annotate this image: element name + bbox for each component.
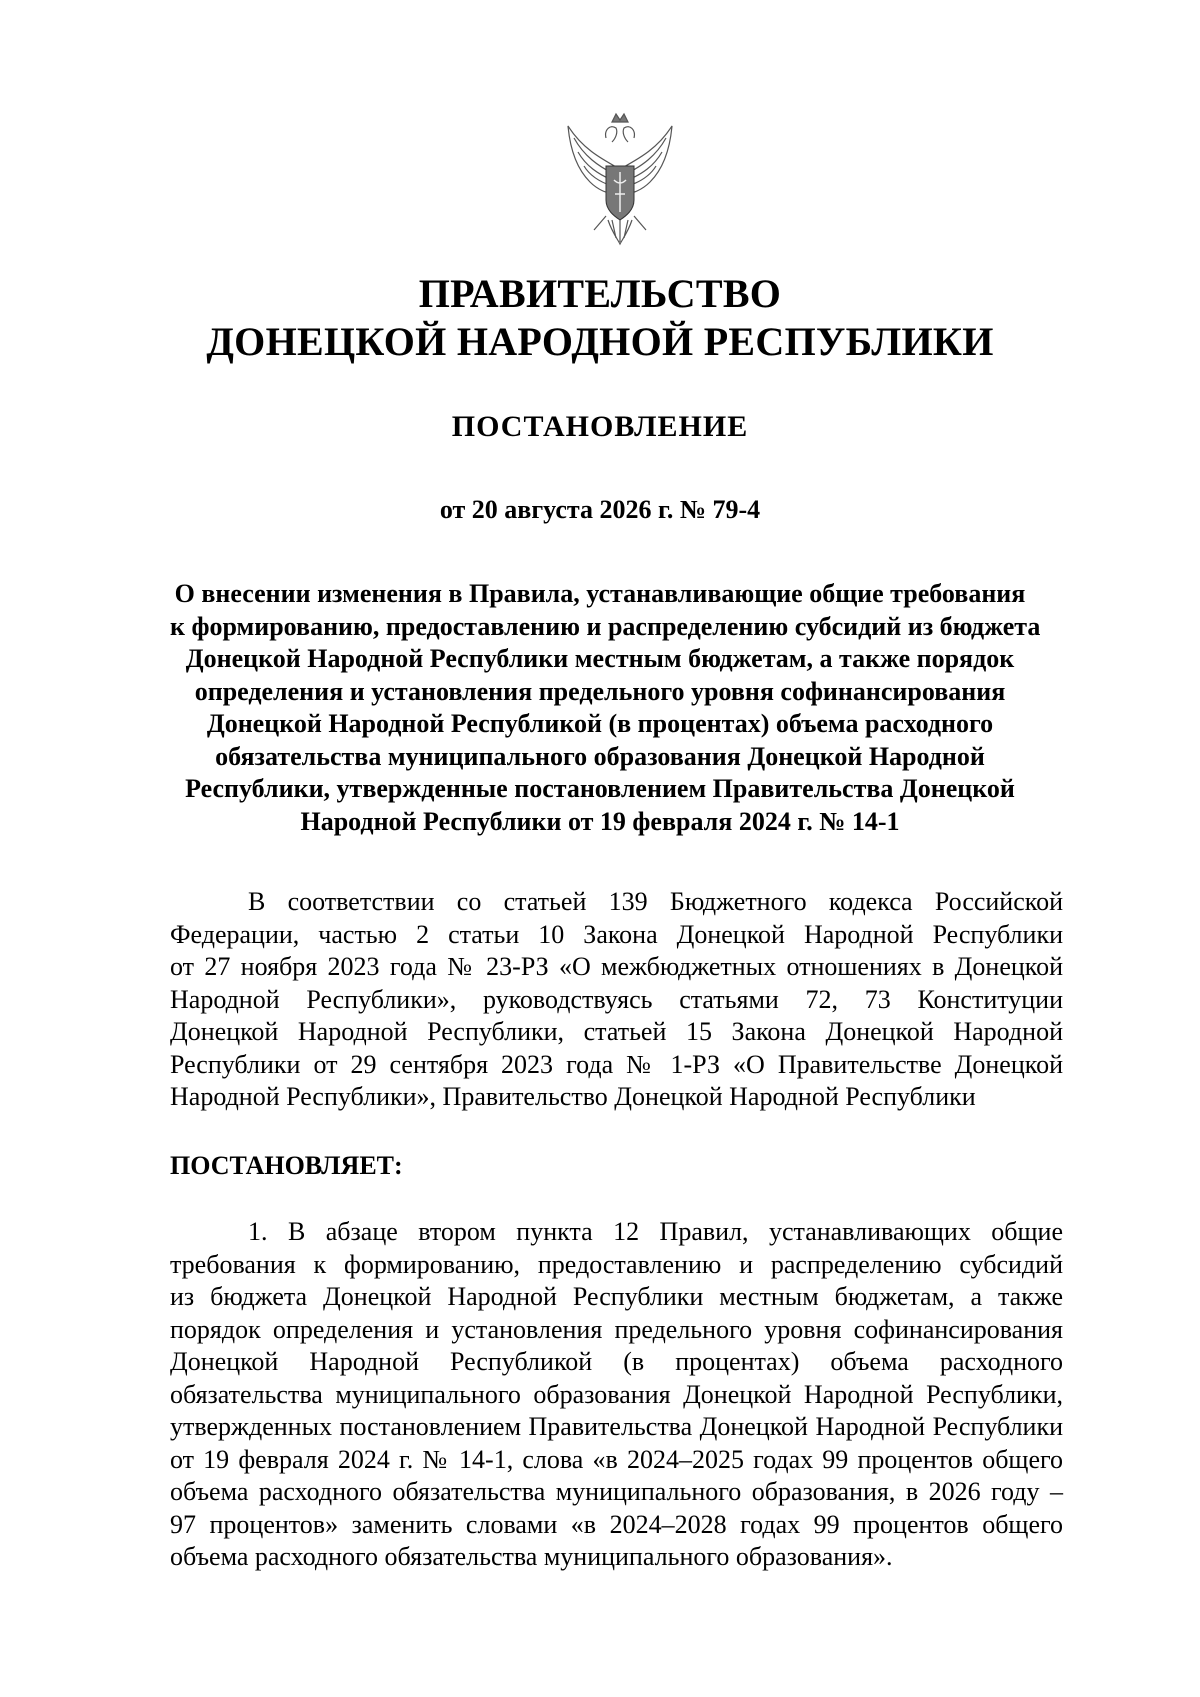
paragraph-line: объема расходного обязательства муниципального образования, в 2026 году – (170, 1477, 1063, 1506)
paragraph-line: объема расходного обязательства муниципального образования». (170, 1542, 893, 1571)
resolves-heading: ПОСТАНОВЛЯЕТ: (170, 1151, 403, 1180)
paragraph-line: от 27 ноября 2023 года № 23-РЗ «О межбюджетных отношениях в Донецкой (170, 952, 1063, 981)
subject-line: к формированию, предоставлению и распределению субсидий из бюджета (170, 611, 1041, 641)
paragraph-line: порядок определения и установления предельного уровня софинансирования (170, 1314, 1063, 1344)
item-1-paragraph (170, 1216, 1063, 1574)
subject-line: Донецкой Народной Республикой (в процентах) объема расходного (206, 709, 994, 738)
paragraph-line: обязательства муниципального образования Донецкой Народной Республики, (170, 1379, 1063, 1409)
paragraph-line: 97 процентов» заменить словами «в 2024–2028 годах 99 процентов общего (170, 1509, 1063, 1539)
paragraph-line: требования к формированию, предоставлению и распределению субсидий (170, 1249, 1063, 1279)
paragraph-line: Народной Республики», Правительство Донецкой Народной Республики (170, 1082, 976, 1111)
subject-line: обязательства муниципального образования Донецкой Народной (215, 741, 985, 771)
coat-of-arms-icon (560, 108, 680, 248)
document-subject (170, 578, 1041, 838)
paragraph-line: 1. В абзаце втором пункта 12 Правил, устанавливающих общие (248, 1217, 1063, 1246)
paragraph-line: Донецкой Народной Республикой (в процентах) объема расходного (170, 1347, 1063, 1376)
paragraph-line: Республики от 29 сентября 2023 года № 1-РЗ «О Правительстве Донецкой (170, 1049, 1063, 1079)
organization-name-line2: ДОНЕЦКОЙ НАРОДНОЙ РЕСПУБЛИКИ (206, 319, 994, 364)
subject-line: О внесении изменения в Правила, устанавливающие общие требования (174, 579, 1026, 608)
subject-line: Республики, утвержденные постановлением Правительства Донецкой (185, 774, 1015, 803)
subject-line: Народной Республики от 19 февраля 2024 г. № 14-1 (300, 806, 900, 836)
paragraph-line: от 19 февраля 2024 г. № 14-1, слова «в 2024–2025 годах 99 процентов общего (170, 1444, 1063, 1474)
subject-line: определения и установления предельного уровня софинансирования (194, 676, 1006, 706)
paragraph-line: утвержденных постановлением Правительства Донецкой Народной Республики (170, 1412, 1063, 1441)
paragraph-line: Федерации, частью 2 статьи 10 Закона Донецкой Народной Республики (170, 919, 1063, 949)
organization-name-line1: ПРАВИТЕЛЬСТВО (418, 271, 782, 316)
paragraph-line: В соответствии со статьей 139 Бюджетного кодекса Российской (248, 887, 1063, 916)
document-date-number: от 20 августа 2026 г. № 79-4 (439, 495, 761, 524)
preamble-paragraph (170, 886, 1063, 1114)
paragraph-line: из бюджета Донецкой Народной Республики местным бюджетам, а также (170, 1282, 1063, 1311)
paragraph-line: Донецкой Народной Республики, статьей 15 Закона Донецкой Народной (170, 1017, 1063, 1046)
paragraph-line: Народной Республики», руководствуясь статьями 72, 73 Конституции (170, 984, 1063, 1014)
subject-line: Донецкой Народной Республики местным бюджетам, а также порядок (185, 644, 1015, 673)
document-type: ПОСТАНОВЛЕНИЕ (451, 410, 749, 443)
